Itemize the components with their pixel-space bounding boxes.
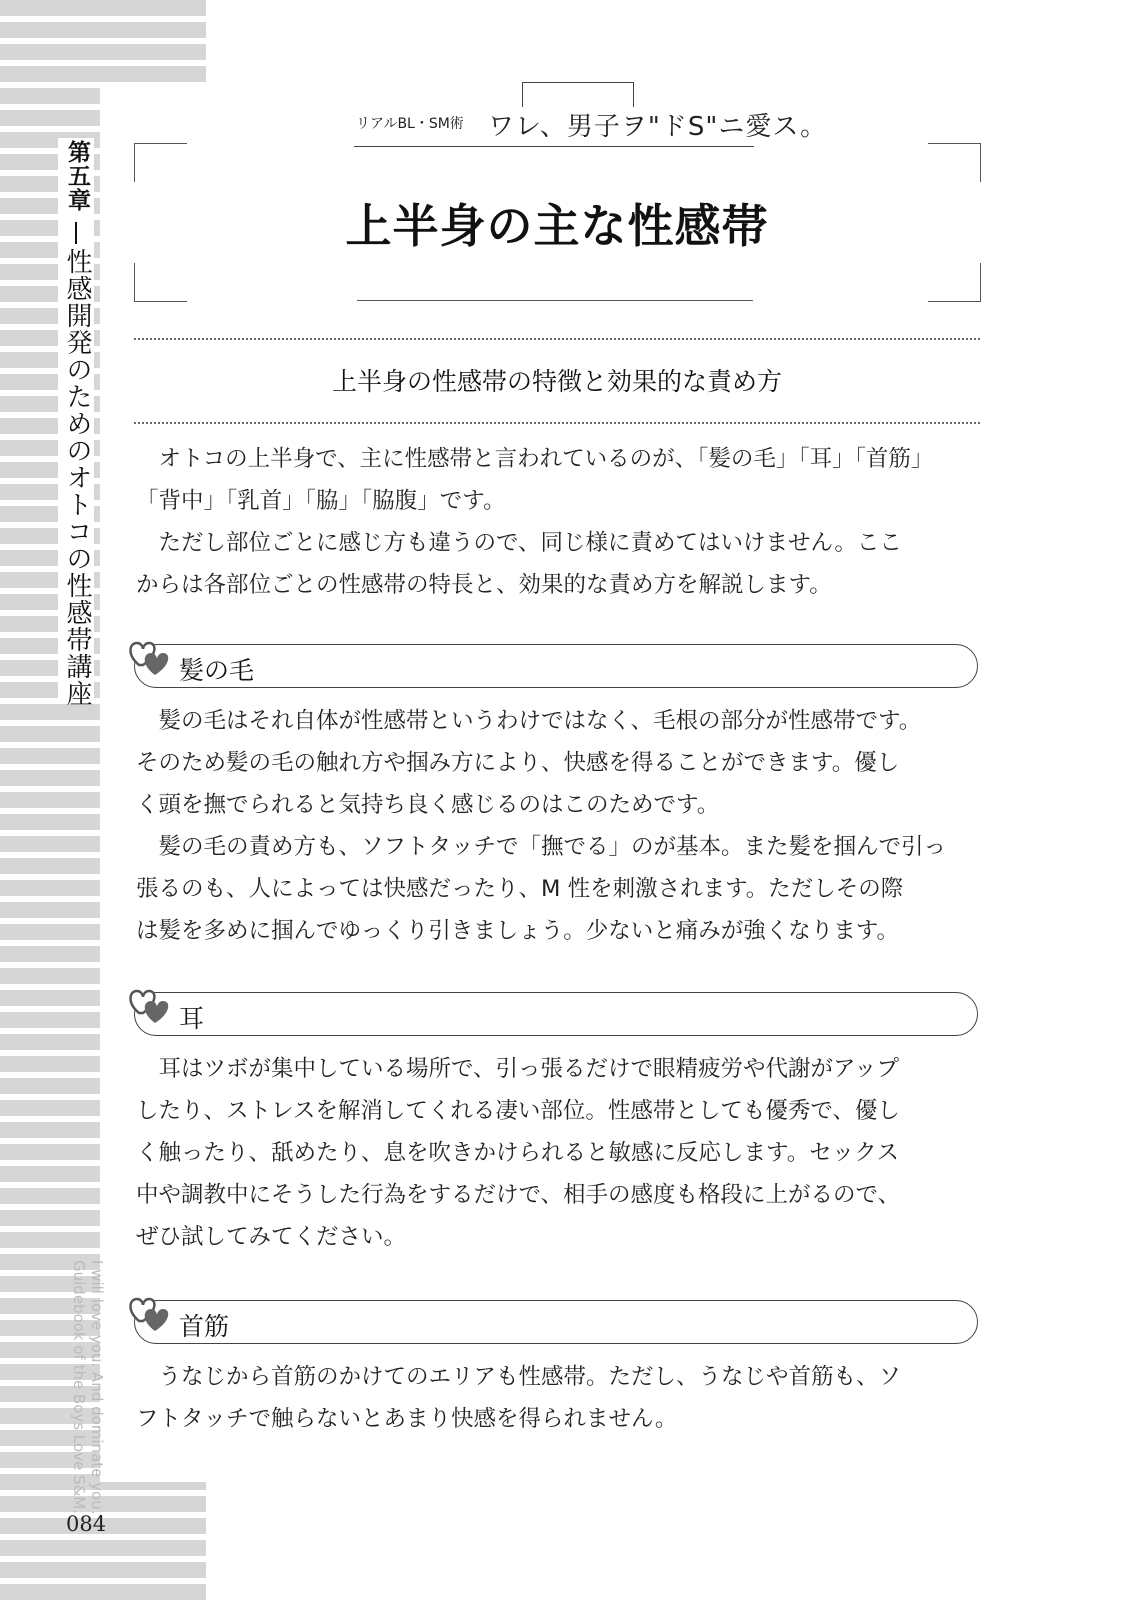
frame-corner-bottom-left xyxy=(134,263,187,302)
hearts-icon xyxy=(125,1291,175,1335)
side-english-line-1: I will love you. And dominate you. xyxy=(88,1260,106,1515)
frame-bottom-line xyxy=(357,300,753,301)
section-label: 耳 xyxy=(179,1004,205,1033)
frame-corner-bottom-right xyxy=(928,263,981,302)
dotted-divider-bottom xyxy=(134,422,980,424)
section-label: 首筋 xyxy=(179,1312,230,1341)
section-heading-hair xyxy=(134,644,978,688)
section-label: 髪の毛 xyxy=(179,656,255,685)
page-subtitle: 上半身の性感帯の特徴と効果的な責め方 xyxy=(331,367,782,396)
series-name: リアルBL・SM術 xyxy=(356,116,464,132)
intro-paragraph-1: オトコの上半身で、主に性感帯と言われているのが、「髪の毛」「耳」「首筋」 「背中」「乳首」「脇」「脇腹」です。 xyxy=(136,446,934,514)
dotted-divider-top xyxy=(134,338,980,340)
chapter-title: 性感開発のためのオトコの性感帯講座 xyxy=(62,248,92,707)
ear-paragraph-1: 耳はツボが集中している場所で、引っ張るだけで眼精疲労や代謝がアップ したり、ストレスを解消してくれる凄い部位。性感帯としても優秀で、優し く触ったり、舐めたり、息を吹きかけられると敏感に反応します。セックス 中や調教中にそうした行為をするだけで、相手の感度も格段に上がるので、 ぜひ試してみてください。 xyxy=(136,1056,901,1250)
side-english-text xyxy=(66,1260,106,1515)
series-underline xyxy=(354,146,754,147)
frame-corner-top-left xyxy=(134,143,187,182)
chapter-number: 第五章 xyxy=(64,140,90,212)
section-heading-ear xyxy=(134,992,978,1036)
hearts-icon xyxy=(125,635,175,679)
hair-paragraph-1: 髪の毛はそれ自体が性感帯というわけではなく、毛根の部分が性感帯です。 そのため髪の毛の触れ方や掴み方により、快感を得ることができます。優し く頭を撫でられると気持ち良く感じるのはこのためです。 xyxy=(136,708,922,818)
chapter-divider xyxy=(75,222,77,244)
page-title: 上半身の主な性感帯 xyxy=(345,199,769,253)
series-notch xyxy=(522,82,634,107)
section-heading-neck xyxy=(134,1300,978,1344)
frame-corner-top-right xyxy=(928,143,981,182)
side-english-line-2: Guidebook of the Boys Love S&M. xyxy=(70,1260,88,1514)
hair-paragraph-2: 髪の毛の責め方も、ソフトタッチで「撫でる」のが基本。また髪を掴んで引っ 張るのも、人によっては快感だったり、M 性を刺激されます。ただしその際 は髪を多めに掴んでゆっくり引きましょう。少ないと痛みが強くなります。 xyxy=(136,834,947,944)
page-number: 084 xyxy=(66,1512,107,1536)
series-title: ワレ、男子ヲ"ドS"ニ愛ス。 xyxy=(488,112,828,142)
hearts-icon xyxy=(125,983,175,1027)
neck-paragraph-1: うなじから首筋のかけてのエリアも性感帯。ただし、うなじや首筋も、ソ フトタッチで触らないとあまり快感を得られません。 xyxy=(136,1364,902,1432)
intro-paragraph-2: ただし部位ごとに感じ方も違うので、同じ様に責めてはいけません。ここ からは各部位ごとの性感帯の特長と、効果的な責め方を解説します。 xyxy=(136,530,902,598)
